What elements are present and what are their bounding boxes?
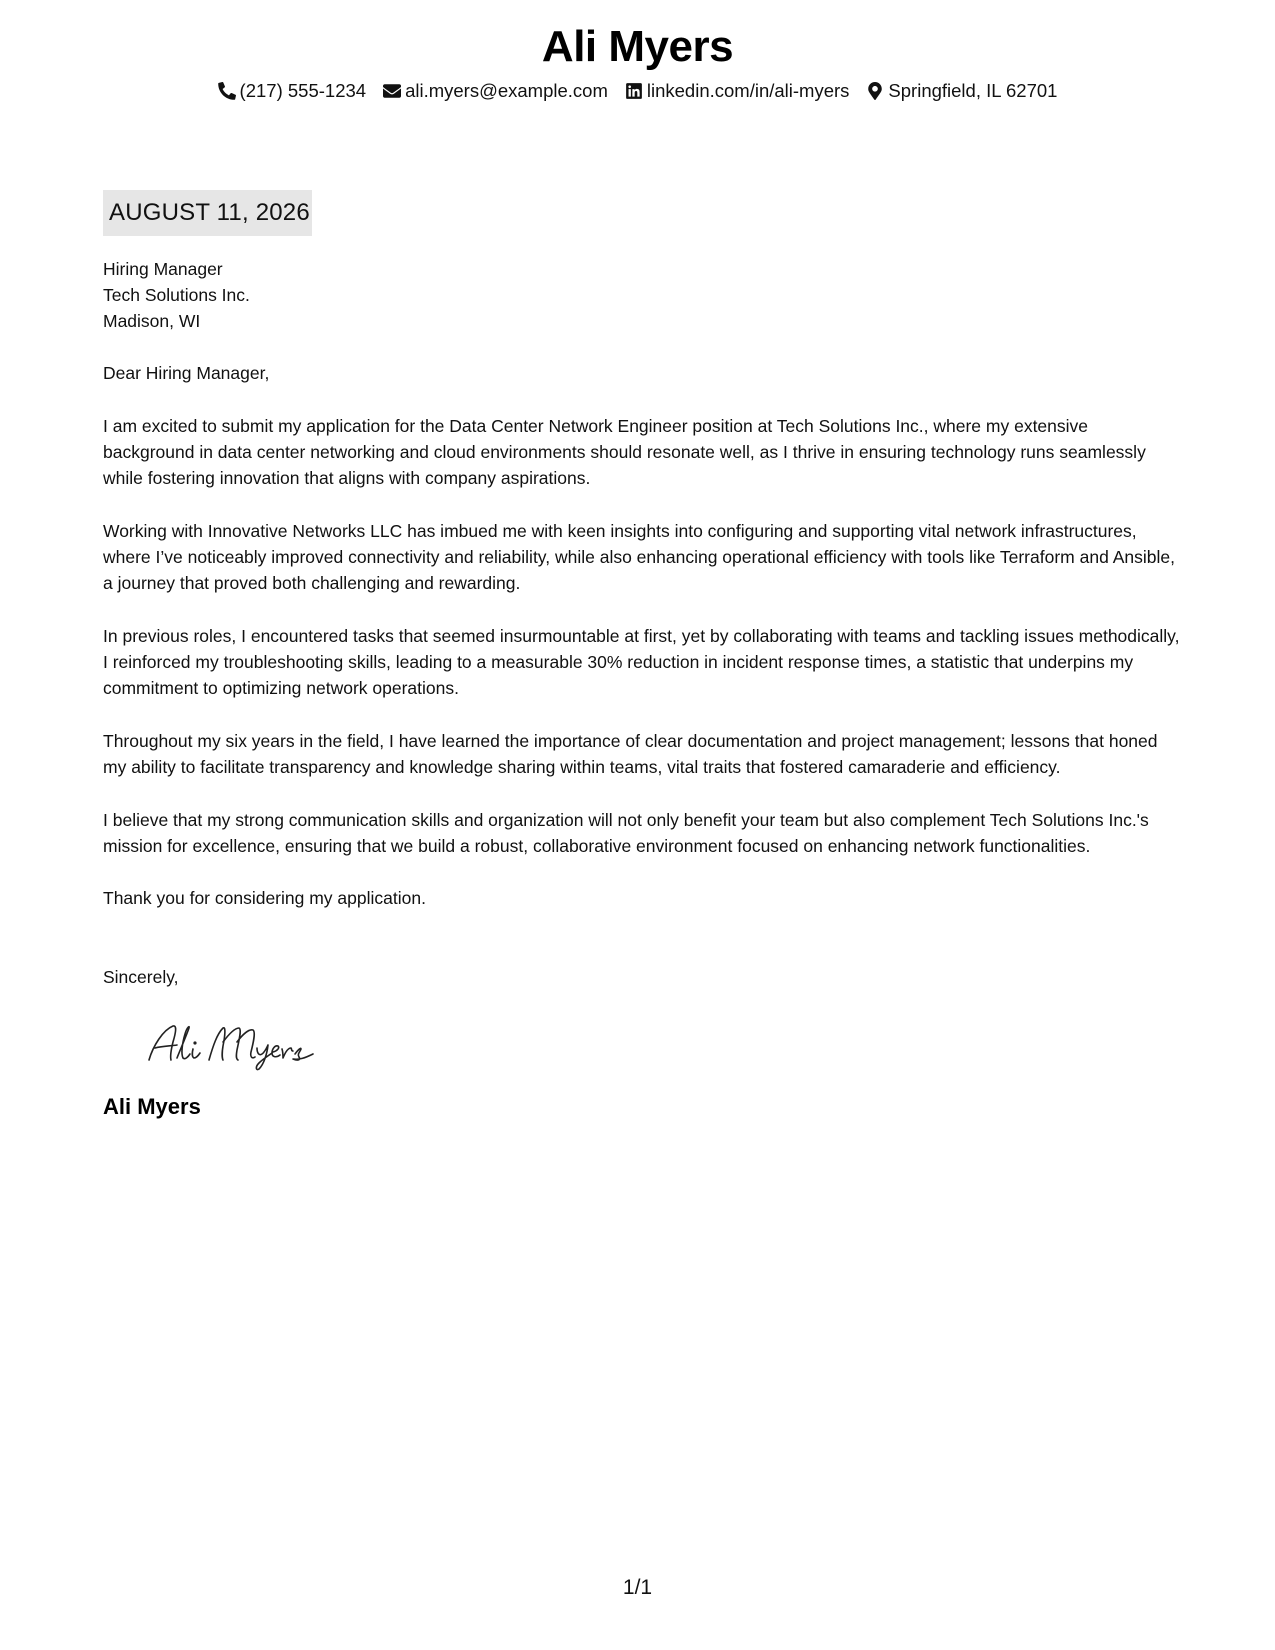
- recipient-block: [103, 256, 1183, 334]
- phone-text: (217) 555-1234: [239, 80, 367, 101]
- contact-row: [0, 78, 1275, 104]
- recipient-company: Tech Solutions Inc.: [103, 285, 250, 305]
- contact-phone: [218, 78, 367, 104]
- letter-date: AUGUST 11, 2026: [103, 190, 312, 236]
- closing-line: Thank you for considering my application.: [103, 888, 426, 908]
- paragraph: I believe that my strong communication skills and organization will not only benefit your team but also complement Tech Solutions Inc.'s mission for excellence, ensuring that we build a robust, collaborative environment focused on enhancing network functionalities.: [103, 810, 1149, 856]
- signature-image: [143, 1016, 333, 1072]
- recipient-location: Madison, WI: [103, 311, 201, 331]
- linkedin-icon: [625, 82, 643, 100]
- applicant-name: Ali Myers: [541, 22, 734, 71]
- letter-body: [103, 190, 1183, 1122]
- paragraph: In previous roles, I encountered tasks that seemed insurmountable at first, yet by collaborating with teams and tackling issues methodically, I reinforced my troubleshooting skills, leading to a measurable 30% reduction in incident response times, a statistic that underpins my commitment to optimizing network operations.: [103, 626, 1180, 698]
- signature-drawing: [143, 1016, 333, 1072]
- signoff: Sincerely,: [103, 967, 179, 987]
- location-text: Springfield, IL 62701: [888, 80, 1058, 101]
- signature-name: Ali Myers: [103, 1094, 201, 1119]
- salutation: Dear Hiring Manager,: [103, 363, 270, 383]
- paragraph: Throughout my six years in the field, I have learned the importance of clear documentation and project management; lessons that honed my ability to facilitate transparency and knowledge sharing within teams, vital traits that fostered camaraderie and efficiency.: [103, 731, 1158, 777]
- contact-linkedin[interactable]: [625, 78, 850, 104]
- envelope-icon: [383, 82, 401, 100]
- header: [0, 20, 1275, 104]
- email-text: ali.myers@example.com: [405, 80, 608, 101]
- phone-icon: [218, 82, 236, 100]
- paragraph: Working with Innovative Networks LLC has imbued me with keen insights into configuring and supporting vital network infrastructures, where I’ve noticeably improved connectivity and reliability, while also enhancing operational efficiency with tools like Terraform and Ansible, a journey that proved both challenging and rewarding.: [103, 521, 1175, 593]
- paragraph: I am excited to submit my application for the Data Center Network Engineer position at Tech Solutions Inc., where my extensive background in data center networking and cloud environments should resonate well, as I thrive in ensuring technology runs seamlessly while fostering innovation that aligns with company aspirations.: [103, 416, 1146, 488]
- page-number: 1/1: [622, 1576, 653, 1599]
- map-marker-icon: [866, 82, 884, 100]
- recipient-title: Hiring Manager: [103, 259, 223, 279]
- contact-email[interactable]: [383, 78, 608, 104]
- linkedin-text: linkedin.com/in/ali-myers: [646, 80, 850, 101]
- contact-location: [866, 78, 1057, 104]
